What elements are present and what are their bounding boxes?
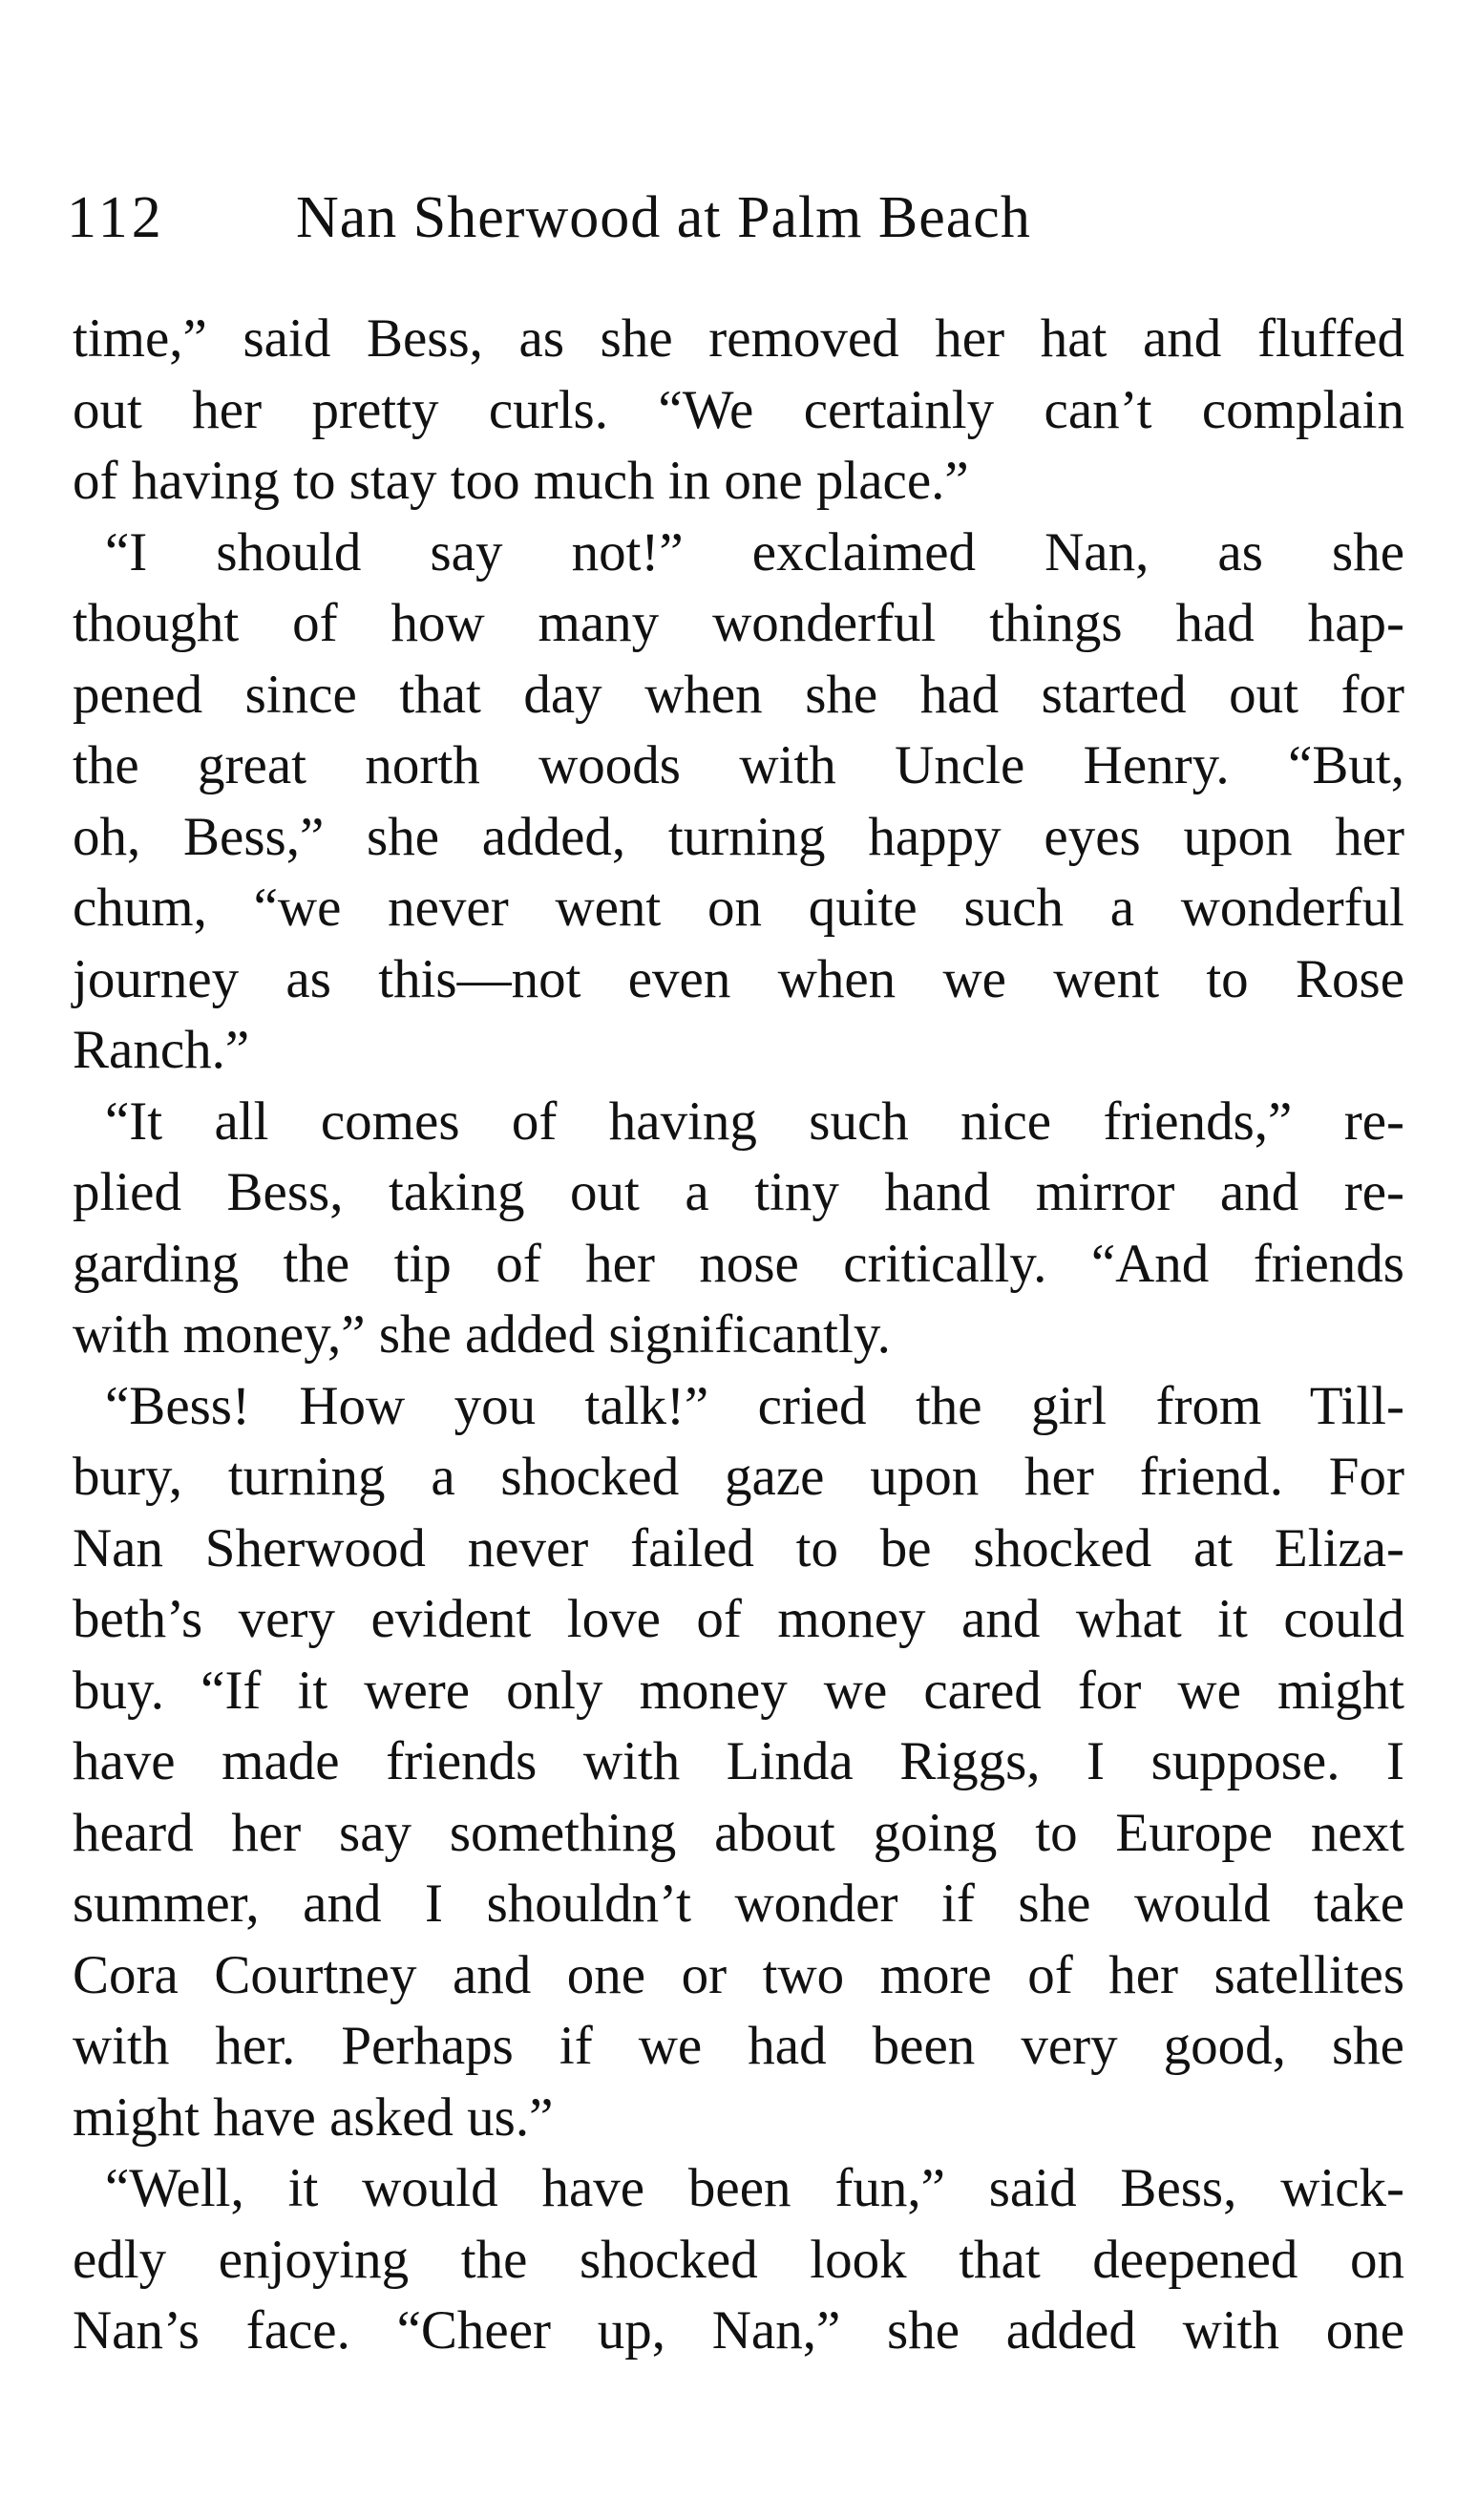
text-line: “Bess! How you talk!” cried the girl from Till- (105, 1375, 1404, 1436)
text-line: garding the tip of her nose critically. “And friends (73, 1233, 1404, 1294)
text-line: with her. Perhaps if we had been very good, she (73, 2016, 1404, 2076)
text-line: beth’s very evident love of money and what it could (73, 1589, 1404, 1649)
text-line: with money,” she added significantly. (73, 1304, 891, 1365)
text-line: “Well, it would have been fun,” said Bess, wick- (105, 2158, 1404, 2218)
text-line: the great north woods with Uncle Henry. “But, (73, 735, 1404, 795)
text-line: have made friends with Linda Riggs, I suppose. I (73, 1731, 1404, 1791)
text-line: “I should say not!” exclaimed Nan, as she (105, 521, 1404, 582)
body-text (73, 304, 1404, 2367)
text-line: time,” said Bess, as she removed her hat and fluffed (73, 308, 1404, 369)
text-line: Cora Courtney and one or two more of her satellites (73, 1944, 1404, 2005)
text-line: journey as this—not even when we went to Rose (73, 948, 1404, 1009)
text-line: heard her say something about going to Europe next (73, 1802, 1404, 1863)
text-line: oh, Bess,” she added, turning happy eyes upon her (73, 806, 1404, 867)
running-title: Nan Sherwood at Palm Beach (296, 185, 1031, 250)
text-line: buy. “If it were only money we cared for we might (73, 1660, 1404, 1721)
text-line: “It all comes of having such nice friends,” re- (105, 1091, 1404, 1152)
text-line: Ranch.” (73, 1020, 250, 1080)
text-line: pened since that day when she had started out for (73, 664, 1404, 725)
text-line: bury, turning a shocked gaze upon her friend. For (73, 1447, 1404, 1507)
text-line: thought of how many wonderful things had hap- (73, 593, 1404, 653)
text-line: Nan’s face. “Cheer up, Nan,” she added with one (73, 2300, 1404, 2361)
page-number: 112 (67, 185, 165, 250)
text-line: plied Bess, taking out a tiny hand mirror and re- (73, 1162, 1404, 1222)
running-head (67, 180, 1403, 256)
text-line: out her pretty curls. “We certainly can’t complain (73, 379, 1404, 440)
text-line: chum, “we never went on quite such a wonderful (73, 878, 1404, 938)
text-line: edly enjoying the shocked look that deepened on (73, 2229, 1404, 2290)
text-line: summer, and I shouldn’t wonder if she would take (73, 1874, 1404, 1934)
text-line: might have asked us.” (73, 2086, 554, 2148)
text-line: Nan Sherwood never failed to be shocked at Eliza- (73, 1517, 1404, 1578)
text-line: of having to stay too much in one place.” (73, 451, 969, 511)
